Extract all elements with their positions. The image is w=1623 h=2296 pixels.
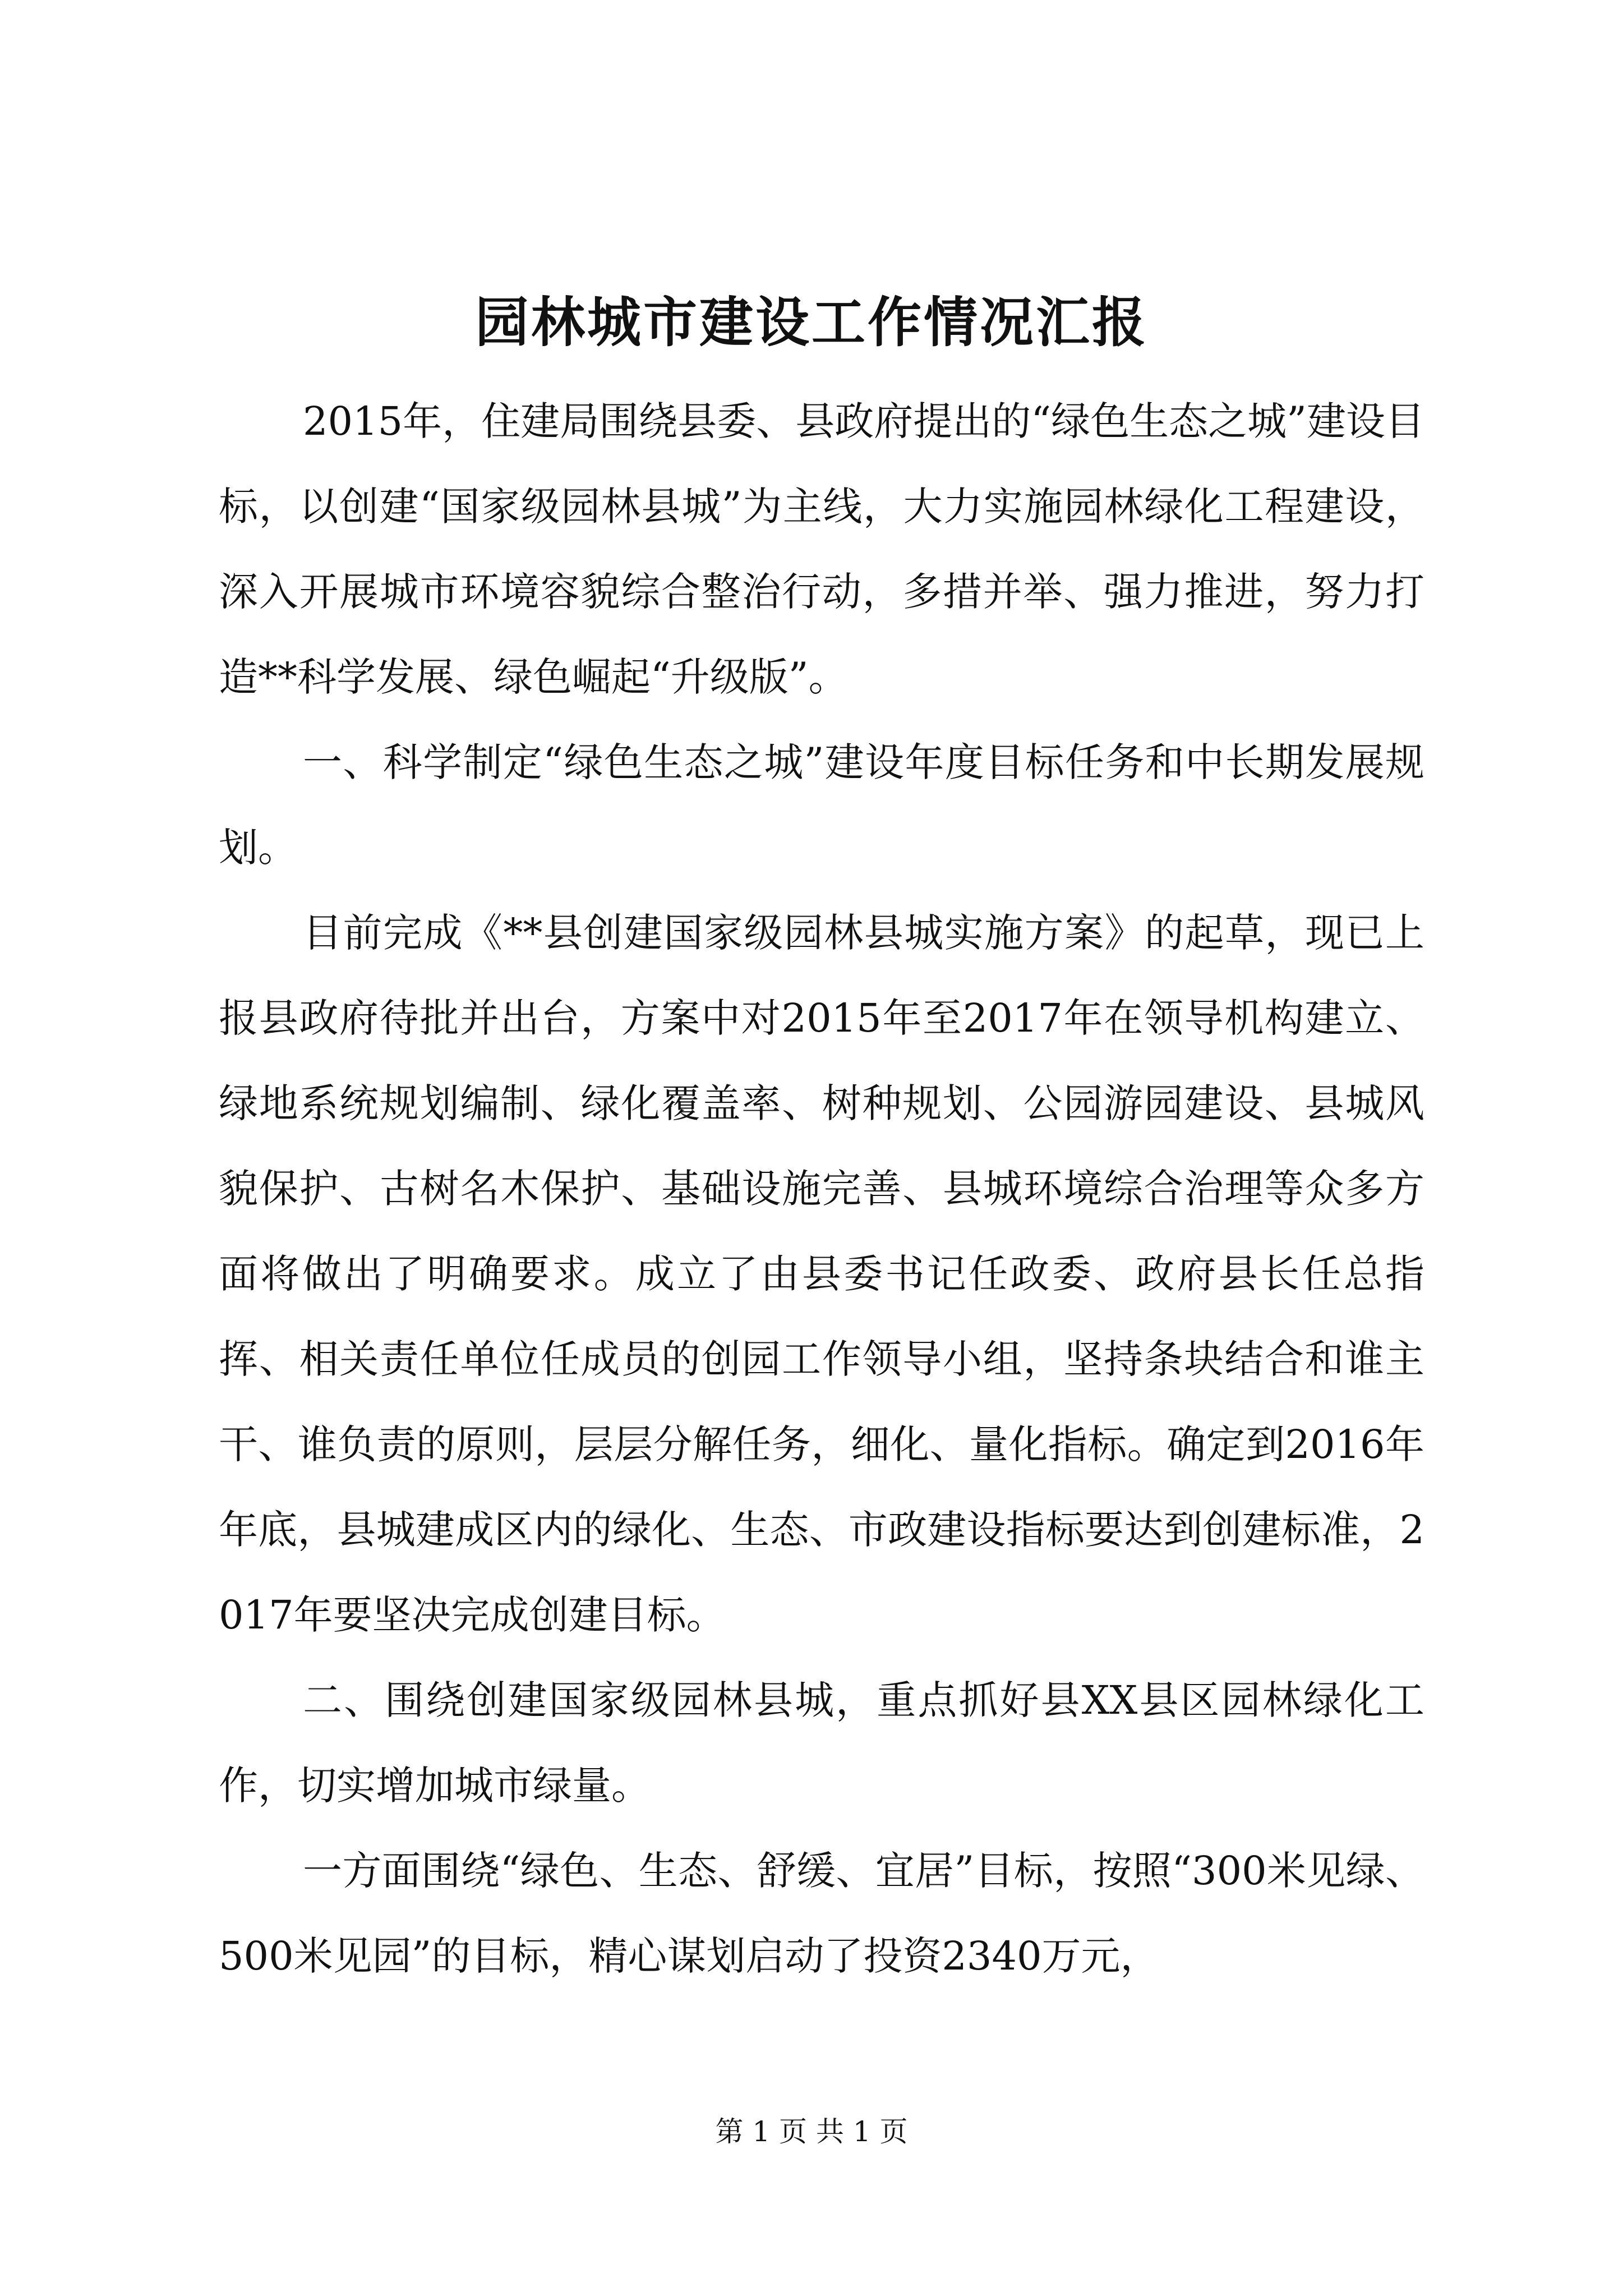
document-body bbox=[219, 379, 1424, 1999]
paragraph-section-1-heading: 一、科学制定“绿色生态之城”建设年度目标任务和中长期发展规划。 bbox=[219, 739, 1424, 871]
paragraph-section-2-heading: 二、围绕创建国家级园林县城，重点抓好县XX县区园林绿化工作，切实增加城市绿量。 bbox=[219, 1677, 1424, 1809]
paragraph-intro: 2015年，住建局围绕县委、县政府提出的“绿色生态之城”建设目标，以创建“国家级园林县城”为主线，大力实施园林绿化工程建设，深入开展城市环境容貌综合整治行动，多措并举、强力推进，努力打造**科学发展、绿色崛起“升级版”。 bbox=[219, 398, 1424, 700]
paragraph-section-1-body: 目前完成《**县创建国家级园林县城实施方案》的起草，现已上报县政府待批并出台，方案中对2015年至2017年在领导机构建立、绿地系统规划编制、绿化覆盖率、树种规划、公园游园建设、县城风貌保护、古树名木保护、基础设施完善、县城环境综合治理等众多方面将做出了明确要求。成立了由县委书记任政委、政府县长任总指挥、相关责任单位任成员的创园工作领导小组，坚持条块结合和谁主干、谁负责的原则，层层分解任务，细化、量化指标。确定到2016年年底，县城建成区内的绿化、生态、市政建设指标要达到创建标准，2017年要坚决完成创建目标。 bbox=[219, 910, 1424, 1638]
document-title: 园林城市建设工作情况汇报 bbox=[475, 291, 1148, 354]
page-footer: 第 1 页 共 1 页 bbox=[715, 2115, 908, 2148]
paragraph-section-2-body: 一方面围绕“绿色、生态、舒缓、宜居”目标，按照“300米见绿、500米见园”的目标，精心谋划启动了投资2340万元， bbox=[219, 1848, 1424, 1979]
